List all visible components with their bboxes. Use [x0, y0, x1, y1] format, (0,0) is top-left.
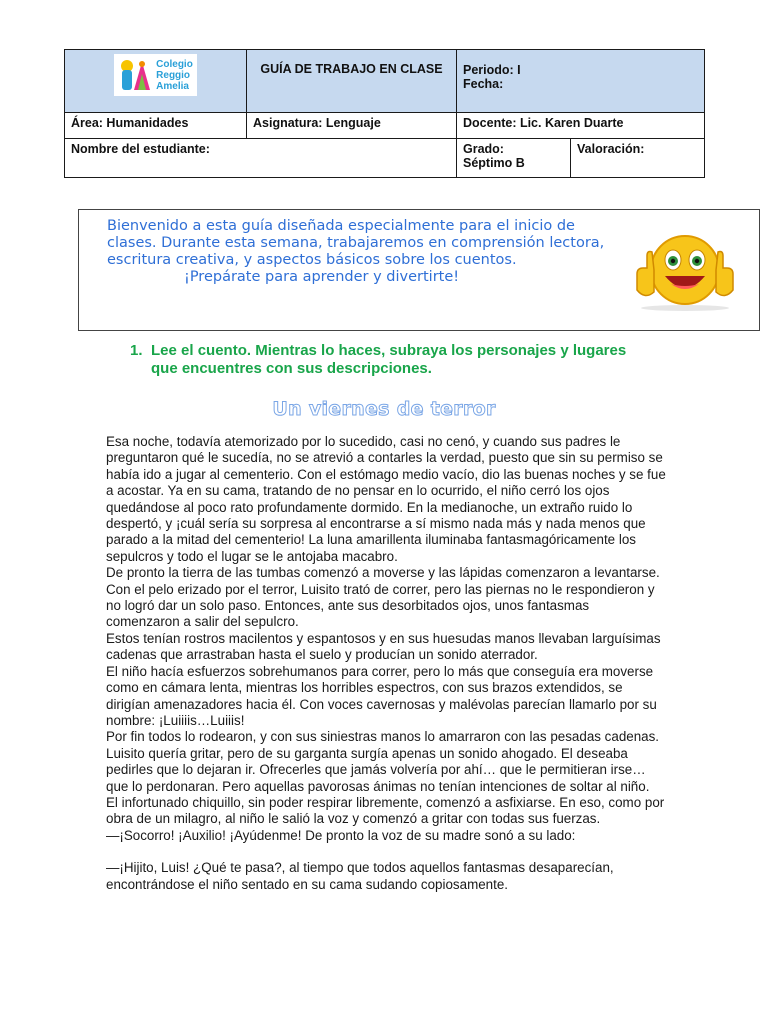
grade-value: Séptimo B [463, 156, 525, 170]
story-paragraph: —¡Socorro! ¡Auxilio! ¡Ayúdenme! De pronto la voz de su madre sonó a su lado: [106, 827, 576, 843]
grade-label: Grado: [463, 142, 504, 156]
story-paragraph: De pronto la tierra de las tumbas comenzó a moverse y las lápidas comenzaron a levantarse. Con el pelo erizado por el terror, Luisito trató de correr, pero las piernas no le respondieron y no logró dar un solo paso. Entonces, ante sus desorbitados ojos, unos fantasmas comenzaron a salir del sepulcro. [106, 565, 660, 630]
story-paragraph: El infortunado chiquillo, sin poder respirar libremente, comenzó a asfixiarse. En eso, como por obra de un milagro, al niño le salió la voz y comenzó a gritar con todas sus fuerzas. [106, 794, 665, 827]
school-logo [114, 54, 197, 96]
story-paragraph: Estos tenían rostros macilentos y espantosos y en sus huesudas manos llevaban larguísimas cadenas que arrastraban hasta el suelo y producían un sonido aterrador. [106, 630, 661, 663]
grade-cell [457, 139, 571, 178]
smiley-thumbs-up-icon [629, 230, 741, 312]
story-body [106, 434, 666, 893]
period-date-cell [457, 50, 705, 113]
welcome-text [107, 218, 607, 286]
student-name-cell: Nombre del estudiante: [65, 139, 457, 178]
logo-text-line: Reggio [156, 69, 191, 81]
story-paragraph: —¡Hijito, Luis! ¿Qué te pasa?, al tiempo que todos aquellos fantasmas desaparecían, encontrándose el niño sentado en su cama sudando copiosamente. [106, 860, 614, 892]
subject-cell: Asignatura: Lenguaje [247, 113, 457, 139]
logo-text-line: Colegio [156, 58, 193, 70]
document-title: GUÍA DE TRABAJO EN CLASE [247, 50, 457, 113]
area-cell: Área: Humanidades [65, 113, 247, 139]
logo-text-line: Amelia [156, 80, 189, 92]
instruction-number: 1. [130, 342, 143, 359]
instruction [130, 342, 650, 378]
instruction-text: Lee el cuento. Mientras lo haces, subraya los personajes y lugares que encuentres con sus descripciones. [151, 342, 627, 377]
school-logo-icon [118, 56, 154, 94]
logo-cell [65, 50, 247, 113]
header-table [64, 49, 705, 178]
story-paragraph: Esa noche, todavía atemorizado por lo sucedido, casi no cenó, y cuando sus padres le preguntaron qué le sucedía, no se atrevió a contarles la verdad, puesto que sin su permiso se había ido a jugar al cementerio. Con el estómago medio vacío, dio las buenas noches y se fue a acostar. Ya en su cama, tratando de no pensar en lo ocurrido, el niño cerró los ojos quedándose al poco rato profundamente dormido. En la medianoche, un extraño ruido lo despertó, y ¡cuál sería su sorpresa al encontrarse a sí mismo nada más y nada menos que parado a la mitad del cementerio! La luna amarillenta iluminaba fantasmagóricamente los sepulcros y todo el lugar se le antojaba macabro. [106, 434, 666, 564]
rating-cell: Valoración: [571, 139, 705, 178]
story-paragraph: Por fin todos lo rodearon, y con sus siniestras manos lo amarraron con las pesadas cadenas. Luisito quería gritar, pero de su garganta surgía apenas un sonido ahogado. El deseaba pedirles que lo dejaran ir. Ofrecerles que jamás volvería por ahí… que le permitieran irse… que lo perdonaran. Pero aquellas pavorosas ánimas no tenían intenciones de soltar al niño. [106, 729, 660, 794]
teacher-cell: Docente: Lic. Karen Duarte [457, 113, 705, 139]
welcome-box [78, 209, 760, 331]
story-paragraph: El niño hacía esfuerzos sobrehumanos para correr, pero lo más que conseguía era moverse como en cámara lenta, mientras los horribles espectros, con sus brazos extendidos, se dirigían amenazadores hacia él. Con voces cavernosas y malévolas parecían llamarlo por su nombre: ¡Luiiiis…Luiiis! [106, 663, 657, 728]
story-title: Un viernes de terror [272, 398, 496, 420]
period-label: Periodo: I [463, 63, 521, 77]
welcome-cta: ¡Prepárate para aprender y divertirte! [184, 269, 460, 285]
date-label: Fecha: [463, 77, 504, 91]
welcome-message: Bienvenido a esta guía diseñada especialmente para el inicio de clases. Durante esta semana, trabajaremos en comprensión lectora, escritura creativa, y aspectos básicos sobre los cuentos. [107, 218, 605, 268]
